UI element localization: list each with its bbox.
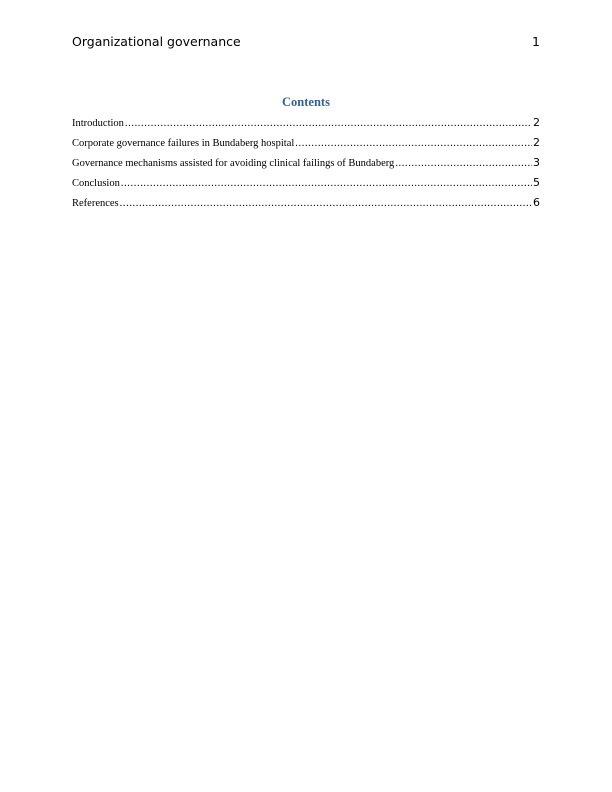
toc-entry-title: References [72, 198, 119, 209]
header-page-number: 1 [532, 34, 540, 49]
toc-entry-page: 3 [533, 156, 540, 169]
toc-entry-conclusion[interactable] [72, 176, 540, 196]
toc-entry-references[interactable] [72, 196, 540, 216]
toc-dot-leader [121, 177, 532, 191]
toc-entry-page: 5 [533, 176, 540, 189]
toc-entry-title: Introduction [72, 118, 124, 129]
toc-entry-page: 2 [533, 136, 540, 149]
toc-entry-title: Conclusion [72, 178, 120, 189]
toc-entry-title: Corporate governance failures in Bundaberg hospital [72, 138, 295, 149]
page-header [72, 34, 540, 50]
toc-entry-corporate-governance-failures[interactable] [72, 136, 540, 156]
toc-entry-page: 2 [533, 116, 540, 129]
toc-entry-governance-mechanisms[interactable] [72, 156, 540, 176]
header-title: Organizational governance [72, 34, 241, 49]
table-of-contents [72, 116, 540, 216]
toc-dot-leader [120, 197, 532, 211]
toc-entry-introduction[interactable] [72, 116, 540, 136]
toc-dot-leader [395, 157, 532, 171]
toc-entry-page: 6 [533, 196, 540, 209]
toc-heading: Contents [282, 95, 330, 109]
toc-dot-leader [125, 117, 532, 131]
toc-dot-leader [295, 137, 532, 151]
toc-entry-title: Governance mechanisms assisted for avoiding clinical failings of Bundaberg [72, 158, 395, 169]
